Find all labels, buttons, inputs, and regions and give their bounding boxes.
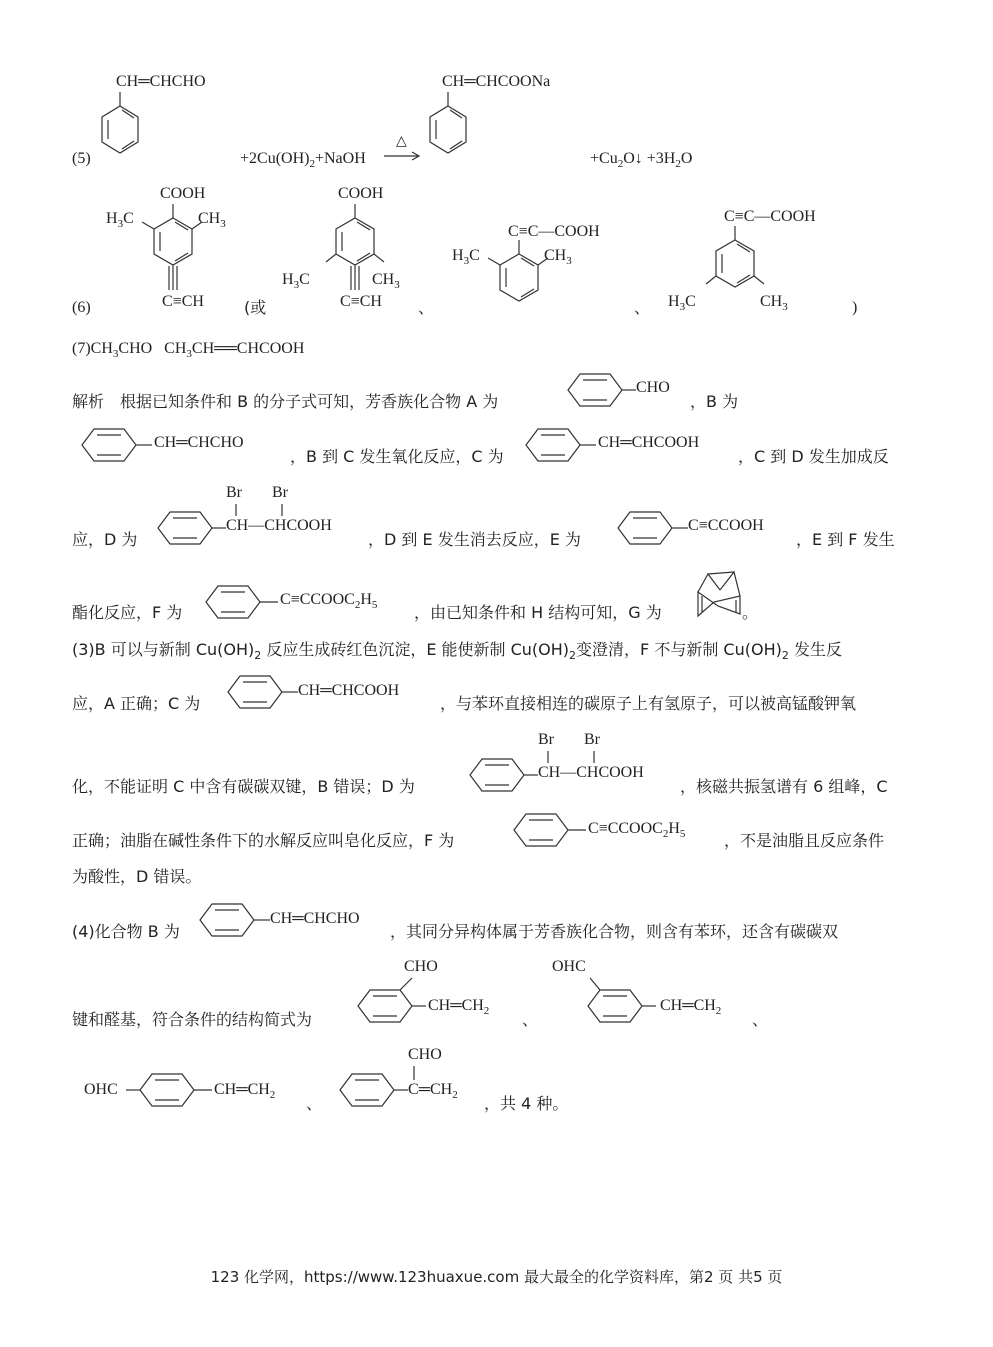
s6-m4-ch3: $CH_3$ xyxy=(760,293,788,313)
iso3-ohc: OHC xyxy=(84,1081,118,1098)
p3-l4a: 正确；油脂在碱性条件下的水解反应叫皂化反应，F 为 xyxy=(72,831,455,850)
analysis-l4b: ，由已知条件和 H 结构可知，G 为 xyxy=(414,603,662,622)
benzene-ring-icon xyxy=(586,976,666,1026)
s6-m2-ch3: $CH_3$ xyxy=(372,271,400,291)
p3-l1: (3)B 可以与新制 $Cu(OH)_2$ 反应生成砖红色沉淀，E 能使新制 $Cu(OH)_2$变澄清，F 不与新制 $Cu(OH)_2$ 发生反 xyxy=(72,640,842,662)
benzene-ring-icon xyxy=(204,584,284,624)
p3-c-chain: CH═CHCOOH xyxy=(298,682,400,699)
iso3-vinyl: $CH═CH_2$ xyxy=(214,1081,276,1101)
s6-m4-h3c: $H_3C$ xyxy=(668,293,696,313)
p4-sep1: 、 xyxy=(522,1010,539,1029)
analysis-l3a: 应，D 为 xyxy=(72,530,138,549)
a-f-chain: $C\equiv CCOOC_2H_5$ xyxy=(280,591,378,611)
s6-m1-cooh: COOH xyxy=(160,185,206,202)
p3-l5: 为酸性，D 错误。 xyxy=(72,867,202,886)
a-c-chain: CH═CHCOOH xyxy=(598,434,700,451)
s5-p1-chain: CH═CHCOONa xyxy=(442,73,551,90)
p4-sep3: 、 xyxy=(306,1094,323,1113)
s6-or: (或 xyxy=(244,298,267,317)
page-footer: 123 化学网，https://www.123huaxue.com 最大最全的化学资料库，第2 页 共5 页 xyxy=(210,1268,783,1286)
analysis-l3c: ，E 到 F 发生 xyxy=(796,530,895,549)
p3-d-chain: CH—CHCOOH xyxy=(538,764,644,781)
p3-br2: Br xyxy=(584,731,600,748)
s5-label: (5) xyxy=(72,150,91,167)
s6-m2-alkyne: C≡CH xyxy=(340,293,382,310)
p3-br1: Br xyxy=(538,731,554,748)
benzene-ring-icon xyxy=(148,204,208,294)
benzene-ring-icon xyxy=(524,427,604,467)
a-e-chain: C≡CCOOH xyxy=(688,517,764,534)
s5-reagents: $+2Cu(OH)_2+NaOH$ xyxy=(240,150,366,170)
analysis-l4a: 酯化反应，F 为 xyxy=(72,603,183,622)
s6-label: (6) xyxy=(72,299,91,316)
a-br2: Br xyxy=(272,484,288,501)
analysis-l4c: 。 xyxy=(742,603,759,622)
p4-end: ，共 4 种。 xyxy=(484,1094,569,1113)
p3-l3b: ，核磁共振氢谱有 6 组峰，C xyxy=(680,777,888,796)
benzene-ring-icon xyxy=(226,674,306,714)
p3-l2a: 应，A 正确；C 为 xyxy=(72,694,201,713)
benzene-ring-icon xyxy=(616,510,696,550)
p4-l1a: (4)化合物 B 为 xyxy=(72,922,180,941)
benzene-ring-icon xyxy=(512,812,592,852)
benzene-ring-icon xyxy=(126,1072,226,1112)
benzene-ring-icon xyxy=(566,372,636,412)
iso2-vinyl: $CH═CH_2$ xyxy=(660,997,722,1017)
analysis-l3b: ，D 到 E 发生消去反应，E 为 xyxy=(368,530,581,549)
p3-l2b: ，与苯环直接相连的碳原子上有氢原子，可以被高锰酸钾氧 xyxy=(440,694,857,713)
benzene-ring-icon xyxy=(428,92,478,172)
a-cho: CHO xyxy=(636,379,670,396)
iso1-cho: CHO xyxy=(404,958,438,975)
benzene-ring-icon xyxy=(356,976,436,1026)
s5-r1-chain: CH═CHCHO xyxy=(116,73,206,90)
s5-products: $+Cu_2O↓ +3H_2O$ xyxy=(590,150,693,170)
heat-icon: △ xyxy=(396,134,407,149)
s6-sep1: 、 xyxy=(418,298,435,317)
s6-m1-h3c: $H_3C$ xyxy=(106,210,134,230)
benzene-ring-icon xyxy=(494,240,554,320)
s6-m1-alkyne: C≡CH xyxy=(162,293,204,310)
p3-f-chain: $C\equiv CCOOC_2H_5$ xyxy=(588,820,686,840)
p4-l2a: 键和醛基，符合条件的结构简式为 xyxy=(72,1010,313,1029)
s6-m3-h3c: $H_3C$ xyxy=(452,247,480,267)
a-br1: Br xyxy=(226,484,242,501)
benzene-ring-icon xyxy=(198,902,278,942)
benzene-ring-icon xyxy=(100,92,150,172)
iso4-cho: CHO xyxy=(408,1046,442,1063)
iso2-ohc: OHC xyxy=(552,958,586,975)
analysis-l2a: ，B 到 C 发生氧化反应，C 为 xyxy=(290,447,504,466)
iso1-vinyl: $CH═CH_2$ xyxy=(428,997,490,1017)
p4-l1b: ，其同分异构体属于芳香族化合物，则含有苯环，还含有碳碳双 xyxy=(390,922,839,941)
s6-m1-ch3: $CH_3$ xyxy=(198,210,226,230)
reaction-arrow-icon xyxy=(384,152,424,160)
benzene-ring-icon xyxy=(80,427,160,467)
analysis-l2b: ，C 到 D 发生加成反 xyxy=(738,447,889,466)
p3-l3a: 化，不能证明 C 中含有碳碳双键，B 错误；D 为 xyxy=(72,777,415,796)
s6-m3-ch3: $CH_3$ xyxy=(544,247,572,267)
p3-l4b: ，不是油脂且反应条件 xyxy=(724,831,885,850)
a-d-chain: CH—CHCOOH xyxy=(226,517,332,534)
analysis-l1b: ，B 为 xyxy=(690,392,739,411)
norbornadiene-icon xyxy=(694,566,744,622)
p4-b-chain: CH═CHCHO xyxy=(270,910,360,927)
s6-m3-chain: C≡C—COOH xyxy=(508,223,600,240)
s6-close: ) xyxy=(852,299,858,316)
s6-m4-chain: C≡C—COOH xyxy=(724,208,816,225)
a-b-chain: CH═CHCHO xyxy=(154,434,244,451)
s6-m2-cooh: COOH xyxy=(338,185,384,202)
s6-sep2: 、 xyxy=(634,298,651,317)
s6-m2-h3c: $H_3C$ xyxy=(282,271,310,291)
analysis-l1a: 解析 根据已知条件和 B 的分子式可知，芳香族化合物 A 为 xyxy=(72,392,499,411)
iso4-vinyl: $C═CH_2$ xyxy=(408,1081,458,1101)
s7-line: $(7)CH_3CHO$ $CH_3CH══CHCOOH$ xyxy=(72,340,305,360)
p4-sep2: 、 xyxy=(752,1010,769,1029)
